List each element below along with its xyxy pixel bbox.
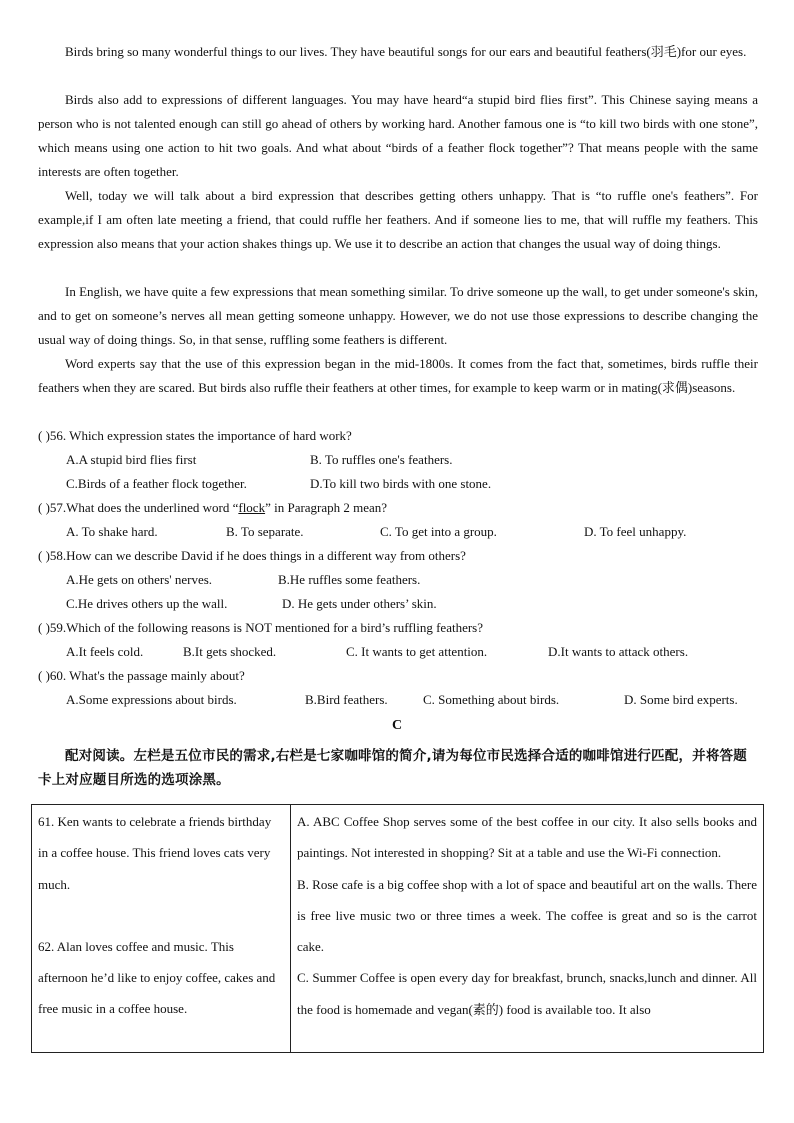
question-60-option-b: B.Bird feathers. — [305, 692, 388, 707]
shop-c-description: C. Summer Coffee is open every day for breakfast, brunch, snacks,lunch and dinner. All the food is homemade and vegan(素的) food is available too. It also — [297, 970, 757, 1017]
passage-paragraph-5: Word experts say that the use of this expression began in the mid-1800s. It comes from the fact that, sometimes, birds ruffle their feathers when they are scared. But birds also ruffle their feathers at other times, for example to keep warm or in mating(求偶)seasons. — [38, 356, 758, 395]
passage-paragraph-2: Birds also add to expressions of different languages. You may have heard“a stupid bird flies first”. This Chinese saying means a person who is not talented enough can still go ahead of others by working hard. Another famous one is “to kill two birds with one stone”, which means using one action to hit two goals. And what about “birds of a feather flock together”? That means people with the same interests are often together. — [38, 92, 758, 179]
question-56-option-a: A.A stupid bird flies first — [66, 452, 197, 467]
question-56-option-b: B. To ruffles one's feathers. — [310, 452, 453, 467]
question-60-option-c: C. Something about birds. — [423, 692, 560, 707]
shop-b-description: B. Rose cafe is a big coffee shop with a lot of space and beautiful art on the walls. There is free live music two or three times a week. The coffee is great and so is the carrot cake. — [297, 876, 757, 955]
passage-paragraph-1: Birds bring so many wonderful things to our lives. They have beautiful songs for our ears and beautiful feathers(羽毛)for our eyes. — [65, 44, 747, 59]
question-59-option-a: A.It feels cold. — [66, 644, 144, 659]
question-59-option-d: D.It wants to attack others. — [548, 644, 689, 659]
passage-paragraph-3: Well, today we will talk about a bird expression that describes getting others unhappy. That is “to ruffle one's feathers”. For example,if I am often late meeting a friend, that could ruffle her feathers. And if someone lies to me, that will ruffle my feathers. This expression also means that your action shakes things up. We use it to describe an action that changes the usual way of doing things. — [38, 188, 758, 251]
question-58-stem: ( )58.How can we describe David if he does things in a different way from others? — [38, 548, 466, 563]
need-62: 62. Alan loves coffee and music. This afternoon he’d like to enjoy coffee, cakes and free music in a coffee house. — [38, 938, 276, 1017]
question-56-option-c: C.Birds of a feather flock together. — [66, 476, 247, 491]
question-60-option-a: A.Some expressions about birds. — [66, 692, 237, 707]
citizen-needs-column — [32, 805, 291, 1053]
question-59-stem: ( )59.Which of the following reasons is NOT mentioned for a bird’s ruffling feathers? — [38, 620, 484, 635]
question-57-option-a: A. To shake hard. — [66, 524, 158, 539]
question-59-option-b: B.It gets shocked. — [183, 644, 277, 659]
underlined-word-flock: flock — [238, 500, 266, 515]
section-heading: C — [391, 718, 403, 733]
question-60-option-d: D. Some bird experts. — [624, 692, 738, 707]
question-57-stem-start: ( )57.What does the underlined word “ — [38, 500, 239, 515]
question-56-option-d: D.To kill two birds with one stone. — [310, 476, 492, 491]
question-57-stem — [38, 496, 387, 520]
matching-instructions: 配对阅读。左栏是五位市民的需求,右栏是七家咖啡馆的简介,请为每位市民选择合适的咖啡馆进行匹配，并将答题卡上对应题目所选的选项涂黑。 — [38, 748, 747, 788]
coffee-shop-column — [291, 805, 764, 1053]
shop-a-description: A. ABC Coffee Shop serves some of the best coffee in our city. It also sells books and paintings. Not interested in shopping? Sit at a table and use the Wi-Fi connection. — [297, 814, 757, 861]
question-58-option-c: C.He drives others up the wall. — [66, 596, 228, 611]
question-57-option-c: C. To get into a group. — [380, 524, 497, 539]
matching-table — [31, 804, 764, 1053]
question-58-option-a: A.He gets on others' nerves. — [66, 572, 213, 587]
question-60-stem: ( )60. What's the passage mainly about? — [38, 668, 245, 683]
question-57-option-d: D. To feel unhappy. — [584, 524, 687, 539]
question-57-option-b: B. To separate. — [226, 524, 304, 539]
need-61: 61. Ken wants to celebrate a friends birthday in a coffee house. This friend loves cats very much. — [38, 814, 272, 892]
passage-paragraph-4: In English, we have quite a few expressions that mean something similar. To drive someone up the wall, to get under someone's skin, and to get on someone’s nerves all mean getting someone unhappy. However, we do not use those expressions to describe changing the usual way of doing things. So, in that sense, ruffling some feathers is different. — [38, 284, 758, 347]
question-56-stem: ( )56. Which expression states the importance of hard work? — [38, 428, 352, 443]
question-57-stem-end: ” in Paragraph 2 mean? — [265, 500, 388, 515]
question-58-option-d: D. He gets under others’ skin. — [282, 596, 437, 611]
question-58-option-b: B.He ruffles some feathers. — [278, 572, 421, 587]
question-59-option-c: C. It wants to get attention. — [346, 644, 488, 659]
